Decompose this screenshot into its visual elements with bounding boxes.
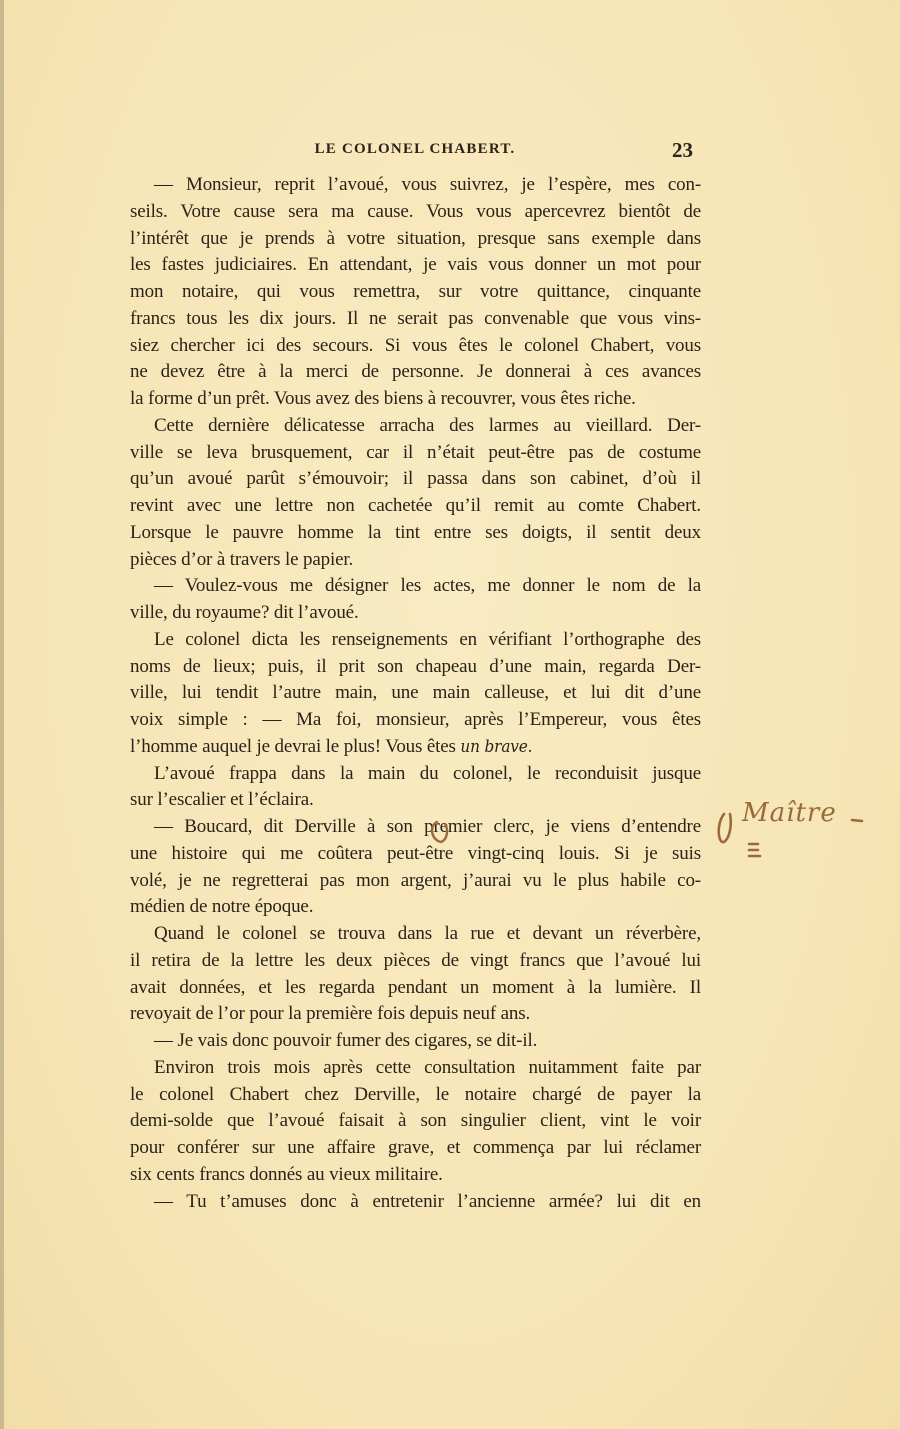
text-line [130,413,701,440]
text-line [130,921,701,948]
line-text: seils. Votre cause sera ma cause. Vous vous apercevrez bientôt de [130,200,701,222]
page-number: 23 [672,138,693,162]
text-line [130,440,701,467]
text-line [130,1108,701,1135]
text-line [130,761,701,788]
text-line [130,493,701,520]
line-text: ne devez être à la merci de personne. Je donnerai à ces avances [130,361,701,383]
text-line [130,975,701,1002]
line-text: pour conférer sur une affaire grave, et commença par lui réclamer [130,1137,701,1158]
page-edge [0,0,4,1429]
line-text: revoyait de l’or pour la première fois depuis neuf ans. [130,1003,531,1025]
line-text: — Je vais donc pouvoir fumer des cigares, se dit-il. [154,1030,538,1051]
line-text: Quand le colonel se trouva dans la rue et devant un réverbère, [154,923,701,944]
line-text: Environ trois mois après cette consultation nuitamment faite par [154,1056,701,1078]
line-text: francs tous les dix jours. Il ne serait pas convenable que vous vins- [130,307,701,329]
line-text: ville se leva brusquement, car il n’était peut-être pas de costume [130,441,701,463]
text-line [130,680,701,707]
line-text: l’homme auquel je devrai le plus! Vous êtes [130,735,461,757]
line-text: ville, du royaume? dit l’avoué. [130,602,359,623]
line-text: ville, lui tendit l’autre main, une main calleuse, et lui dit d’une [130,682,701,704]
text-line [130,1001,701,1028]
text-line [130,306,701,333]
line-text: — Boucard, dit Derville à son premier clerc, je viens d’entendre [154,816,701,837]
line-text: pièces d’or à travers le papier. [130,548,354,570]
line-text: l’intérêt que je prends à votre situation, presque sans exemple dans [130,227,701,249]
line-text: — Tu t’amuses donc à entretenir l’ancienne armée? lui dit en [154,1190,701,1212]
text-line [130,520,701,547]
text-line [130,1162,701,1189]
text-line [130,172,701,199]
italic-text: un brave. [460,736,533,757]
text-line [130,868,701,895]
line-text: qu’un avoué parût s’émouvoir; il passa dans son cabinet, d’où il [130,468,701,490]
text-line [130,814,701,841]
text-line [130,654,701,681]
line-text: les fastes judiciaires. En attendant, je vais vous donner un mot pour [130,254,701,276]
line-text: médien de notre époque. [130,896,314,918]
line-text: mon notaire, qui vous remettra, sur votre quittance, cinquante [130,281,701,302]
text-line [130,894,701,921]
text-line [130,333,701,360]
line-text: revint avec une lettre non cachetée qu’il remit au comte Chabert. [130,495,701,516]
text-line [130,948,701,975]
text-line [130,279,701,306]
line-text: Le colonel dicta les renseignements en vérifiant l’orthographe des [154,628,701,650]
text-line [130,734,701,761]
line-text: — Voulez-vous me désigner les actes, me donner le nom de la [154,575,701,597]
line-text: avait données, et les regarda pendant un moment à la lumière. Il [130,976,701,998]
line-text: siez chercher ici des secours. Si vous êtes le colonel Chabert, vous [130,334,701,356]
text-line [130,466,701,493]
text-line [130,600,701,627]
text-line [130,226,701,253]
line-text: Lorsque le pauvre homme la tint entre ses doigts, il sentit deux [130,521,701,543]
line-text: six cents francs donnés au vieux militaire. [130,1163,443,1185]
line-text: une histoire qui me coûtera peut-être vingt-cinq louis. Si je suis [130,842,701,864]
line-text: — Monsieur, reprit l’avoué, vous suivrez, je l’espère, mes con- [154,174,701,195]
text-line [130,386,701,413]
running-title: LE COLONEL CHABERT. [314,141,516,157]
line-text: le colonel Chabert chez Derville, le notaire chargé de payer la [130,1083,701,1105]
text-line [130,252,701,279]
line-text: noms de lieux; puis, il prit son chapeau d’une main, regarda Der- [130,655,701,677]
line-text: la forme d’un prêt. Vous avez des biens à recouvrer, vous êtes riche. [130,388,636,409]
line-text: demi-solde que l’avoué faisait à son singulier client, vint le voir [130,1110,701,1132]
text-line [130,1028,701,1055]
handwritten-margin-note [712,792,882,872]
text-line [130,627,701,654]
text-line [130,707,701,734]
line-text: L’avoué frappa dans la main du colonel, le reconduisit jusque [154,762,701,784]
text-line [130,1189,701,1216]
text-line [130,1135,701,1162]
text-line [130,573,701,600]
text-line [130,547,701,574]
line-text: sur l’escalier et l’éclaira. [130,789,314,811]
text-line [130,1055,701,1082]
line-text: voix simple : — Ma foi, monsieur, après l’Empereur, vous êtes [130,709,701,730]
margin-note-text: Maître [742,798,837,828]
line-text: volé, je ne regretterai pas mon argent, j’aurai vu le plus habile co- [130,869,701,891]
line-text: il retira de la lettre les deux pièces de vingt francs que l’avoué lui [130,949,701,971]
text-line [130,841,701,868]
line-text: Cette dernière délicatesse arracha des larmes au vieillard. Der- [154,414,701,436]
text-line [130,1082,701,1109]
correction-mark [425,812,465,852]
text-line [130,787,701,814]
text-line [130,199,701,226]
body-text [130,172,701,1215]
text-line [130,359,701,386]
